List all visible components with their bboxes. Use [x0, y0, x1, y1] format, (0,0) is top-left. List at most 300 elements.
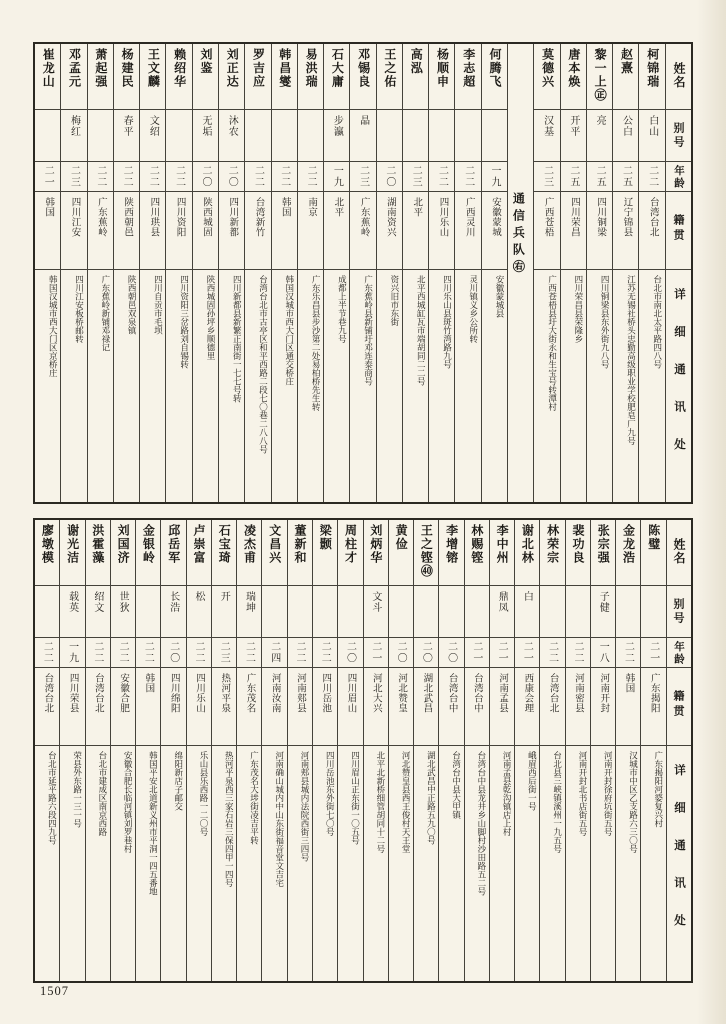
entry-address: 韩国汉城市西大门区通交桥庄 — [284, 275, 295, 386]
entry-alias — [166, 110, 191, 162]
entry-name: 萧起强 — [88, 44, 113, 110]
entry-age: 一八 — [591, 638, 615, 668]
entry-column — [186, 520, 211, 981]
entry-address: 陕西朝邑双泉镇 — [127, 275, 138, 335]
entry-age: 二三 — [350, 162, 375, 192]
entry-address: 四川荣昌县荣隆乡 — [573, 275, 584, 343]
entry-address: 河南郏县城内法院西街三四号 — [300, 751, 311, 862]
entry-age: 二二 — [166, 162, 191, 192]
entry-alias: 步瀛 — [324, 110, 349, 162]
entry-name: 高泓 — [403, 44, 428, 110]
entry-column — [87, 44, 113, 502]
entry-origin: 陕西城固 — [193, 192, 218, 270]
entry-origin: 韩国 — [35, 192, 60, 270]
entry-column — [236, 520, 261, 981]
entry-origin: 西康会理 — [515, 668, 539, 746]
entry-name: 刘国济 — [111, 520, 135, 586]
entry-alias: 公白 — [613, 110, 638, 162]
entry-name: 邱岳军 — [161, 520, 185, 586]
entry-name: 赖绍华 — [166, 44, 191, 110]
entry-alias — [272, 110, 297, 162]
entry-origin: 河北赞皇 — [389, 668, 413, 746]
entry-name: 刘鉴 — [193, 44, 218, 110]
entry-address: 河南孟县乾沟镇店上村 — [502, 751, 513, 836]
entry-origin: 辽宁锦县 — [613, 192, 638, 270]
entry-address: 江苏无锡社桥头忠勤高级职业学校肥皂厂九号 — [626, 275, 637, 445]
entry-age: 二二 — [313, 638, 337, 668]
entry-origin: 台湾台中 — [439, 668, 463, 746]
entry-age: 二二 — [540, 638, 564, 668]
top-directory-table — [33, 42, 693, 504]
entry-column — [323, 44, 349, 502]
entry-alias — [389, 586, 413, 638]
header-column — [665, 44, 691, 502]
entry-column — [312, 520, 337, 981]
entry-age: 二二 — [298, 162, 323, 192]
entry-address: 汉城市中区乙支路六三〇号 — [628, 751, 639, 853]
entry-alias: 白山 — [639, 110, 664, 162]
entry-column — [454, 44, 480, 502]
entry-alias: 世狄 — [111, 586, 135, 638]
entry-address: 韩国汉城市西大门区京桥庄 — [48, 275, 59, 377]
entry-alias: 开 — [212, 586, 236, 638]
entry-origin: 台湾台北 — [35, 668, 59, 746]
entry-age: 二二 — [566, 638, 590, 668]
entry-address: 四川乐山县斑竹湾路九号 — [442, 275, 453, 369]
entry-alias — [439, 586, 463, 638]
entry-origin: 广东揭阳 — [641, 668, 665, 746]
entry-address: 北平北新桥细管胡同十二号 — [375, 751, 386, 853]
entry-origin: 北平 — [403, 192, 428, 270]
entry-address: 河南开封北书店街五号 — [577, 751, 588, 836]
entry-origin: 韩国 — [616, 668, 640, 746]
entry-alias: 文斗 — [364, 586, 388, 638]
entry-origin: 广东蕉岭 — [88, 192, 113, 270]
entry-name: 易洪瑞 — [298, 44, 323, 110]
entry-age: 二〇 — [389, 638, 413, 668]
entry-name: 王文麟 — [140, 44, 165, 110]
entry-column — [35, 44, 60, 502]
entry-address: 成都上半节巷九号 — [337, 275, 348, 343]
entry-column — [113, 44, 139, 502]
header-column — [666, 520, 691, 981]
entry-address: 四川自贡市毛坝 — [153, 275, 164, 335]
entry-address: 河南确山城内中山东街福音堂文吉宅 — [274, 751, 285, 887]
entry-address: 广东茂名大埗街凌吉平转 — [249, 751, 260, 845]
entry-origin: 安徽蒙城 — [482, 192, 507, 270]
entry-origin: 台湾台北 — [540, 668, 564, 746]
entry-name: 裴功良 — [566, 520, 590, 586]
entry-address: 广东蕉岭新铺邓禄记 — [100, 275, 111, 352]
entry-origin: 四川乐山 — [429, 192, 454, 270]
entry-age: 二二 — [111, 638, 135, 668]
entry-name: 王之铿㊵ — [414, 520, 438, 586]
entry-age: 二三 — [61, 162, 86, 192]
entry-address: 台北县三峡镇溪州一九五号 — [552, 751, 563, 853]
entry-name: 廖墩模 — [35, 520, 59, 586]
column-header-origin: 籍贯 — [666, 192, 691, 270]
entry-address: 广东蕉岭县新铺圩邓连泰商号 — [363, 275, 374, 386]
entry-column — [271, 44, 297, 502]
entry-column — [244, 44, 270, 502]
entry-name: 邓锡良 — [350, 44, 375, 110]
entry-alias — [288, 586, 312, 638]
entry-address: 四川资阳三岔路刘自锡转 — [179, 275, 190, 369]
entry-address: 韩国平安北道新义州市平洞一四五番地 — [148, 751, 159, 896]
entry-name: 陈璧 — [641, 520, 665, 586]
entry-name: 董新和 — [288, 520, 312, 586]
entry-address: 台北市建成区南京西路 — [97, 751, 108, 836]
entry-name: 赵熹 — [613, 44, 638, 110]
entry-age: 二二 — [114, 162, 139, 192]
entry-origin: 河南孟县 — [490, 668, 514, 746]
entry-name: 石宝琦 — [212, 520, 236, 586]
entry-origin: 四川眉山 — [338, 668, 362, 746]
entry-column — [135, 520, 160, 981]
entry-name: 谢光洁 — [60, 520, 84, 586]
entry-origin: 韩国 — [272, 192, 297, 270]
entry-column — [612, 44, 638, 502]
entry-origin: 四川荣昌 — [561, 192, 586, 270]
entry-column — [464, 520, 489, 981]
entry-column — [60, 44, 86, 502]
entry-age: 二二 — [136, 638, 160, 668]
entry-age: 二〇 — [377, 162, 402, 192]
column-header-address: 详细通讯处 — [673, 764, 685, 952]
entry-name: 凌杰甫 — [237, 520, 261, 586]
entry-age: 二二 — [288, 638, 312, 668]
entry-address: 广东乐昌县步沙第二处易柏桥先生转 — [311, 275, 322, 411]
entry-name: 罗吉应 — [245, 44, 270, 110]
entry-address: 广西苍梧县圩大街永和生宝号转潭村 — [547, 275, 558, 411]
entry-column — [363, 520, 388, 981]
entry-name: 杨建民 — [114, 44, 139, 110]
entry-name: 柯锦瑞 — [639, 44, 664, 110]
entry-column — [388, 520, 413, 981]
entry-name: 李增镕 — [439, 520, 463, 586]
entry-name: 黎一上㊣ — [587, 44, 612, 110]
entry-column — [218, 44, 244, 502]
entry-age: 二三 — [534, 162, 559, 192]
entry-origin: 河南开封 — [591, 668, 615, 746]
entry-alias — [641, 586, 665, 638]
entry-name: 韩昌燮 — [272, 44, 297, 110]
entry-alias — [455, 110, 480, 162]
entry-address: 台北市延平路六段四九号 — [47, 751, 58, 845]
entry-origin: 台湾新竹 — [245, 192, 270, 270]
entry-origin: 四川绵阳 — [161, 668, 185, 746]
bottom-directory-table — [33, 518, 693, 983]
entry-address: 安徽蒙城县 — [495, 275, 506, 318]
entry-column — [192, 44, 218, 502]
entry-alias — [338, 586, 362, 638]
entry-age: 二一 — [641, 638, 665, 668]
entry-address: 四川岳池东外街七〇号 — [325, 751, 336, 836]
entry-alias: 无垢 — [193, 110, 218, 162]
entry-age: 二五 — [587, 162, 612, 192]
entry-column — [297, 44, 323, 502]
entry-address: 四川铜梁县东外街九八号 — [600, 275, 611, 369]
entry-address: 四川眉山正东街一〇五号 — [350, 751, 361, 845]
entry-alias — [414, 586, 438, 638]
entry-alias: 鼎凤 — [490, 586, 514, 638]
entry-alias: 沐农 — [219, 110, 244, 162]
entry-origin: 四川乐山 — [187, 668, 211, 746]
entry-name: 谢北林 — [515, 520, 539, 586]
entry-origin: 四川岳池 — [313, 668, 337, 746]
entry-column — [481, 44, 507, 502]
column-header-age: 年龄 — [666, 162, 691, 192]
entry-age: 一九 — [482, 162, 507, 192]
entry-name: 崔龙山 — [35, 44, 60, 110]
entry-origin: 北平 — [324, 192, 349, 270]
entry-name: 林荣宗 — [540, 520, 564, 586]
entry-name: 金银岭 — [136, 520, 160, 586]
entry-name: 张宗强 — [591, 520, 615, 586]
entry-address: 四川新都县新繁正南街一七七号转 — [232, 275, 243, 403]
entry-column — [376, 44, 402, 502]
entry-column — [638, 44, 664, 502]
entry-column — [59, 520, 84, 981]
entry-age: 二二 — [187, 638, 211, 668]
entry-alias: 开平 — [561, 110, 586, 162]
entry-alias: 文绍 — [140, 110, 165, 162]
entry-alias — [403, 110, 428, 162]
entry-age: 二〇 — [414, 638, 438, 668]
entry-alias — [298, 110, 323, 162]
entry-column — [615, 520, 640, 981]
entry-column — [640, 520, 665, 981]
entry-name: 周柱才 — [338, 520, 362, 586]
entry-age: 二一 — [364, 638, 388, 668]
entry-address: 热河平泉西三家石岩三保四甲一四号 — [224, 751, 235, 887]
entry-age: 二二 — [639, 162, 664, 192]
entry-origin: 广西灵川 — [455, 192, 480, 270]
entry-name: 卢崇富 — [187, 520, 211, 586]
entry-column — [211, 520, 236, 981]
entry-origin: 四川铜梁 — [587, 192, 612, 270]
entry-age: 二二 — [616, 638, 640, 668]
column-header-name: 姓名 — [666, 44, 691, 110]
entry-column — [165, 44, 191, 502]
entry-column — [349, 44, 375, 502]
entry-name: 何腾飞 — [482, 44, 507, 110]
entry-origin: 广西苍梧 — [534, 192, 559, 270]
entry-origin: 四川荣县 — [60, 668, 84, 746]
entry-address: 台湾台中县龙井乡山脚村沙田路五二号 — [476, 751, 487, 896]
entry-age: 二〇 — [219, 162, 244, 192]
entry-alias: 载英 — [60, 586, 84, 638]
entry-origin: 台湾台北 — [639, 192, 664, 270]
page-number: 1507 — [40, 984, 69, 998]
entry-age: 二三 — [212, 638, 236, 668]
entry-name: 刘炳华 — [364, 520, 388, 586]
entry-name: 王之佑 — [377, 44, 402, 110]
entry-alias — [540, 586, 564, 638]
column-header-origin: 籍贯 — [667, 668, 691, 746]
entry-age: 二二 — [429, 162, 454, 192]
entry-column — [514, 520, 539, 981]
entry-alias: 松 — [187, 586, 211, 638]
entry-origin: 四川江安 — [61, 192, 86, 270]
entry-address: 荣县外东路一三一号 — [72, 751, 83, 828]
entry-alias — [88, 110, 113, 162]
entry-origin: 安徽合肥 — [111, 668, 135, 746]
entry-name: 文昌兴 — [262, 520, 286, 586]
entry-alias — [35, 586, 59, 638]
entry-alias — [313, 586, 337, 638]
entry-alias — [262, 586, 286, 638]
entry-age: 二二 — [35, 638, 59, 668]
entry-column — [560, 44, 586, 502]
entry-age: 二二 — [86, 638, 110, 668]
entry-column — [489, 520, 514, 981]
entry-alias — [616, 586, 640, 638]
entry-column — [337, 520, 362, 981]
entry-alias: 绍文 — [86, 586, 110, 638]
column-header-alias: 别号 — [667, 586, 691, 638]
entry-age: 二〇 — [161, 638, 185, 668]
entry-age: 二一 — [515, 638, 539, 668]
entry-column — [160, 520, 185, 981]
entry-address: 资兴旧市东街 — [389, 275, 400, 326]
entry-alias: 亮 — [587, 110, 612, 162]
column-header-age: 年龄 — [667, 638, 691, 668]
entry-address: 台湾台北市古亭区和平西路二段七〇巷二八八号 — [258, 275, 269, 454]
entry-origin: 韩国 — [136, 668, 160, 746]
entry-alias: 春平 — [114, 110, 139, 162]
entry-column — [590, 520, 615, 981]
entry-origin: 台湾台中 — [465, 668, 489, 746]
entry-alias — [377, 110, 402, 162]
entry-address: 台湾台中县大甲镇 — [451, 751, 462, 819]
entry-age: 二三 — [403, 162, 428, 192]
entry-origin: 湖北武昌 — [414, 668, 438, 746]
entry-address: 四川江安板桥邮转 — [74, 275, 85, 343]
entry-column — [438, 520, 463, 981]
entry-column — [428, 44, 454, 502]
entry-column — [539, 520, 564, 981]
entry-origin: 广东茂名 — [237, 668, 261, 746]
entry-age: 二一 — [490, 638, 514, 668]
entry-column — [139, 44, 165, 502]
entry-origin: 陕西朝邑 — [114, 192, 139, 270]
entry-address: 灵川镇义乡公所转 — [468, 275, 479, 343]
entry-address: 峨眉西后街一号 — [527, 751, 538, 811]
entry-age: 二〇 — [439, 638, 463, 668]
entry-column — [402, 44, 428, 502]
entry-name: 梁颢 — [313, 520, 337, 586]
entry-origin: 河南密县 — [566, 668, 590, 746]
column-header-address: 详细通讯处 — [673, 288, 685, 476]
entry-column — [85, 520, 110, 981]
entry-alias: 晶 — [350, 110, 375, 162]
entry-column — [533, 44, 559, 502]
entry-age: 二五 — [561, 162, 586, 192]
entry-alias — [465, 586, 489, 638]
entry-alias — [245, 110, 270, 162]
entry-origin: 热河平泉 — [212, 668, 236, 746]
entry-alias: 白 — [515, 586, 539, 638]
column-header-name: 姓名 — [667, 520, 691, 586]
entry-origin: 河北大兴 — [364, 668, 388, 746]
entry-name: 邓孟元 — [61, 44, 86, 110]
entry-alias — [35, 110, 60, 162]
entry-name: 莫德兴 — [534, 44, 559, 110]
entry-address: 北平西城缸瓦市端胡同二二号 — [416, 275, 427, 386]
entry-address: 广东揭阳河婆复兴村 — [653, 751, 664, 828]
entry-name: 李志超 — [455, 44, 480, 110]
entry-name: 金龙浩 — [616, 520, 640, 586]
entry-origin: 四川新都 — [219, 192, 244, 270]
entry-column — [413, 520, 438, 981]
entry-origin: 湖南资兴 — [377, 192, 402, 270]
entry-name: 杨顺申 — [429, 44, 454, 110]
entry-origin: 河南郏县 — [288, 668, 312, 746]
entry-origin: 广东蕉岭 — [350, 192, 375, 270]
entry-age: 二二 — [140, 162, 165, 192]
entry-alias — [429, 110, 454, 162]
entry-alias — [136, 586, 160, 638]
entry-age: 二二 — [455, 162, 480, 192]
entry-name: 洪霍藻 — [86, 520, 110, 586]
entry-name: 刘正达 — [219, 44, 244, 110]
entry-column — [110, 520, 135, 981]
entry-address: 陕西城固孙坪乡顺德里 — [205, 275, 216, 360]
entry-age: 二二 — [245, 162, 270, 192]
entry-column — [287, 520, 312, 981]
entry-origin: 河南汝南 — [262, 668, 286, 746]
entry-alias: 子健 — [591, 586, 615, 638]
entry-alias: 长浩 — [161, 586, 185, 638]
entry-column — [586, 44, 612, 502]
entry-address: 河南开封徐府坑街五号 — [603, 751, 614, 836]
entry-address: 绵阳新店子邮交 — [173, 751, 184, 811]
unit-divider-label: 通信兵队㊨ — [511, 192, 526, 277]
entry-address: 台北市南北太平路四八号 — [652, 275, 663, 369]
entry-name: 唐本焕 — [561, 44, 586, 110]
entry-origin: 四川资阳 — [166, 192, 191, 270]
entry-age: 二〇 — [193, 162, 218, 192]
entry-age: 二一 — [35, 162, 60, 192]
entry-column — [261, 520, 286, 981]
entry-age: 二二 — [237, 638, 261, 668]
entry-address: 安徽合肥长临河镇刘罗巷村 — [123, 751, 134, 853]
entry-address: 乐山县乐西路一二〇号 — [198, 751, 209, 836]
entry-age: 二四 — [262, 638, 286, 668]
entry-alias — [566, 586, 590, 638]
entry-column — [35, 520, 59, 981]
entry-origin: 四川珙县 — [140, 192, 165, 270]
entry-name: 林赐铿 — [465, 520, 489, 586]
entry-alias: 梅红 — [61, 110, 86, 162]
entry-age: 二一 — [465, 638, 489, 668]
entry-address: 河北赞皇县西王俊村天王堂 — [401, 751, 412, 853]
entry-age: 一九 — [324, 162, 349, 192]
entry-alias: 汉基 — [534, 110, 559, 162]
column-header-alias: 别号 — [666, 110, 691, 162]
entry-name: 黄俭 — [389, 520, 413, 586]
entry-column — [565, 520, 590, 981]
entry-age: 一九 — [60, 638, 84, 668]
entry-age: 二二 — [272, 162, 297, 192]
entry-origin: 南京 — [298, 192, 323, 270]
entry-name: 李中州 — [490, 520, 514, 586]
unit-divider-column — [507, 44, 533, 502]
entry-age: 二二 — [88, 162, 113, 192]
entry-age: 二〇 — [338, 638, 362, 668]
entry-address: 湖北武昌中正路五九〇号 — [426, 751, 437, 845]
